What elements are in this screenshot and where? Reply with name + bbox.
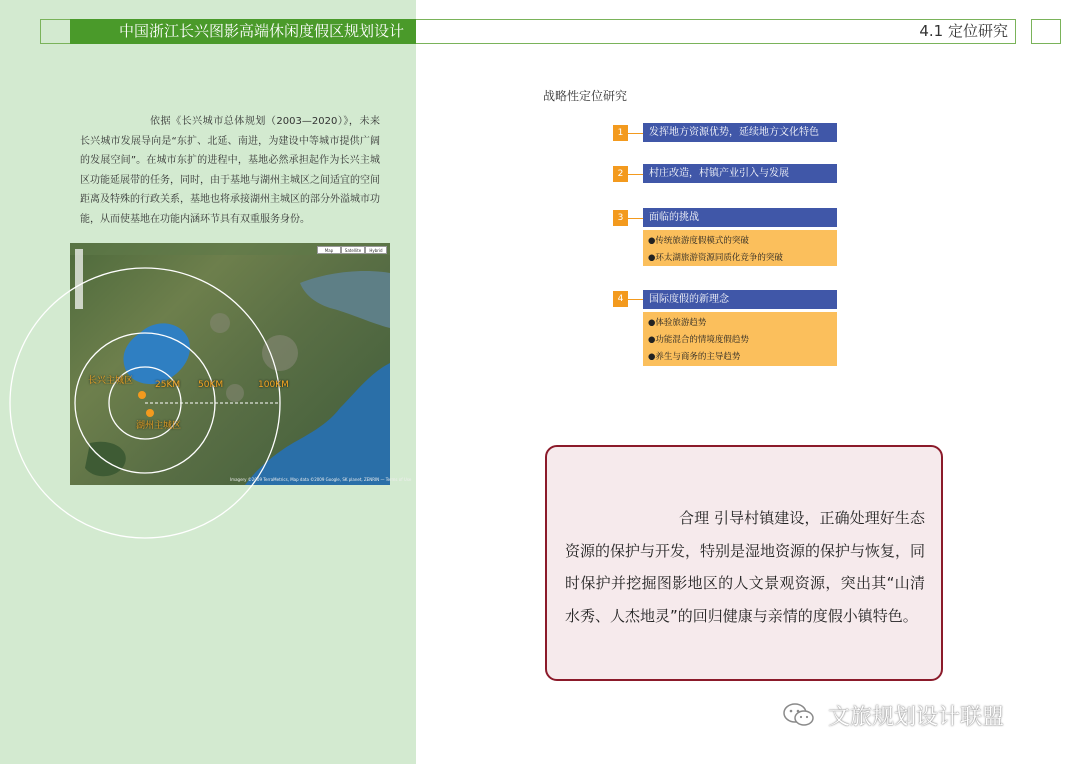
changxing-marker: [138, 391, 146, 399]
wechat-icon: [782, 702, 822, 728]
item-4-detail: ●体验旅游趋势: [648, 318, 707, 328]
item-4-detail: ●养生与商务的主导趋势: [648, 352, 741, 362]
radius-50km-label: 50KM: [198, 380, 224, 390]
intro-paragraph: 依据《长兴城市总体规划（2003—2020）》，未来长兴城市发展导向是“东扩、北延、南进，为建设中等城市提供广阔的发展空间”。在城市东扩的进程中，基地必然承担起作为长兴主城区功能延展带的任务，同时，由于基地与湖州主城区之间适宜的空间距离及特殊的行政关系，基地也将承接湖州主城区的部分外溢城市功能，从而使基地在功能内涵环节具有双重服务身份。: [80, 116, 380, 225]
item-3-label: 面临的挑战: [643, 208, 837, 227]
item-3-details: [643, 230, 837, 266]
item-4-connector: [628, 299, 643, 300]
item-1-connector: [628, 133, 643, 134]
item-2-label: 村庄改造，村镇产业引入与发展: [643, 164, 837, 183]
item-2-connector: [628, 174, 643, 175]
taihu-lake: [123, 323, 189, 384]
quote-text: 合理 引导村镇建设，正确处理好生态资源的保护与开发，特别是湿地资源的保护与恢复，同时保护并挖掘图影地区的人文景观资源，突出其“山清水秀、人杰地灵”的回归健康与亲情的度假小镇特色。: [565, 509, 926, 625]
item-2-number: 2: [613, 166, 628, 182]
huzhou-label: 湖州主城区: [136, 421, 182, 431]
watermark-text: 文旅规划设计联盟: [828, 705, 1005, 730]
item-1-number: 1: [613, 125, 628, 141]
item-1-label: 发挥地方资源优势，延续地方文化特色: [643, 123, 837, 142]
item-4-details: [643, 312, 837, 366]
urban-area: [210, 313, 230, 333]
huzhou-marker: [146, 409, 154, 417]
estuary-area: [300, 271, 390, 328]
page-marker-box: [1031, 19, 1061, 44]
map-mode-map-button[interactable]: Map: [317, 246, 341, 254]
item-3-detail: ●环太湖旅游资源同质化竞争的突破: [648, 253, 783, 263]
map-graphic: [70, 243, 390, 485]
strategy-title: 战略性定位研究: [543, 89, 628, 103]
section-title: 4.1 定位研究: [919, 22, 1008, 40]
item-4-label: 国际度假的新理念: [643, 290, 837, 309]
header-title: 中国浙江长兴图影高端休闲度假区规划设计: [118, 22, 404, 40]
item-3-connector: [628, 218, 643, 219]
radius-25km-label: 25KM: [155, 380, 181, 390]
item-4-number: 4: [613, 291, 628, 307]
radius-100km-label: 100KM: [258, 380, 289, 390]
changxing-label: 长兴主城区: [88, 376, 134, 386]
item-4-detail: ●功能混合的情境度假趋势: [648, 335, 749, 345]
map-mode-hybrid-button[interactable]: Hybrid: [365, 246, 387, 254]
map-credit: Imagery ©2009 TerraMetrics, Map data ©2009 Google, SK planet, ZENRIN — Terms of Use: [230, 477, 412, 482]
satellite-map[interactable]: [70, 243, 412, 485]
urban-area: [226, 384, 244, 402]
item-3-detail: ●传统旅游度假模式的突破: [648, 236, 749, 246]
item-3-number: 3: [613, 210, 628, 226]
zoom-slider: [75, 249, 83, 309]
map-mode-satellite-button[interactable]: Satellite: [341, 246, 365, 254]
urban-area: [262, 335, 298, 371]
